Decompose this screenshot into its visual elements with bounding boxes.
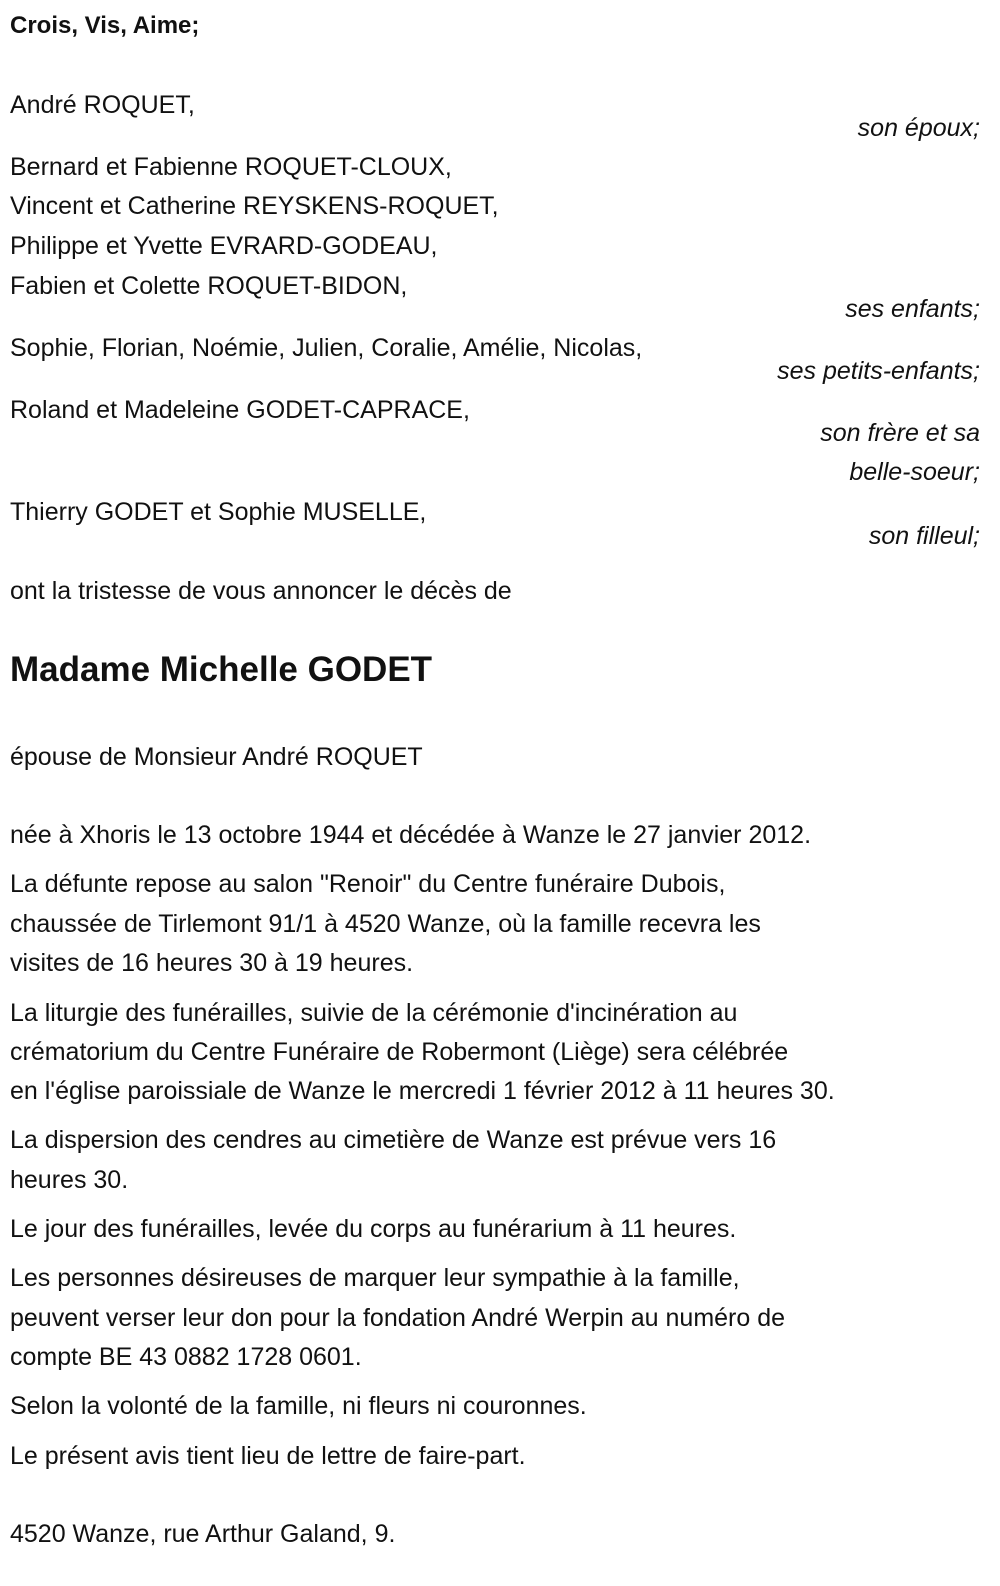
paragraph-line: compte BE 43 0882 1728 0601. [10, 1343, 362, 1371]
paragraph-line: visites de 16 heures 30 à 19 heures. [10, 949, 414, 977]
family-name: Fabien et Colette ROQUET-BIDON, [10, 272, 408, 300]
paragraph-line: en l'église paroissiale de Wanze le mercredi 1 février 2012 à 11 heures 30. [10, 1077, 835, 1105]
paragraph-line: née à Xhoris le 13 octobre 1944 et décédée à Wanze le 27 janvier 2012. [10, 821, 812, 849]
paragraph-line: Selon la volonté de la famille, ni fleurs ni couronnes. [10, 1392, 587, 1420]
announcement: ont la tristesse de vous annoncer le décès de [10, 577, 512, 605]
family-relation: ses enfants; [845, 295, 980, 323]
family-name: Vincent et Catherine REYSKENS-ROQUET, [10, 192, 499, 220]
paragraph-line: La défunte repose au salon "Renoir" du Centre funéraire Dubois, [10, 870, 726, 898]
deceased-name: Madame Michelle GODET [10, 650, 433, 689]
family-name: Bernard et Fabienne ROQUET-CLOUX, [10, 153, 452, 181]
paragraph-line: crématorium du Centre Funéraire de Robermont (Liège) sera célébrée [10, 1038, 789, 1066]
paragraph-line: chaussée de Tirlemont 91/1 à 4520 Wanze, où la famille recevra les [10, 910, 761, 938]
spouse-line: épouse de Monsieur André ROQUET [10, 743, 423, 771]
paragraph-line: La liturgie des funérailles, suivie de la cérémonie d'incinération au [10, 999, 738, 1027]
paragraph-line: Les personnes désireuses de marquer leur sympathie à la famille, [10, 1264, 740, 1292]
paragraph-line: heures 30. [10, 1166, 129, 1194]
motto: Crois, Vis, Aime; [10, 12, 200, 39]
family-name: Philippe et Yvette EVRARD-GODEAU, [10, 232, 438, 260]
paragraph-line: peuvent verser leur don pour la fondation André Werpin au numéro de [10, 1304, 786, 1332]
paragraph-line: Le présent avis tient lieu de lettre de faire-part. [10, 1442, 526, 1470]
family-relation: ses petits-enfants; [777, 357, 980, 385]
family-relation: son filleul; [868, 522, 980, 550]
family-name: Thierry GODET et Sophie MUSELLE, [10, 498, 427, 526]
paragraph-line: Le jour des funérailles, levée du corps au funérarium à 11 heures. [10, 1215, 737, 1243]
family-relation: son frère et sa [820, 419, 980, 447]
family-relation: son époux; [857, 114, 980, 142]
family-name: André ROQUET, [10, 91, 195, 119]
paragraph-line: La dispersion des cendres au cimetière de Wanze est prévue vers 16 [10, 1126, 777, 1154]
family-name: Sophie, Florian, Noémie, Julien, Coralie, Amélie, Nicolas, [10, 334, 643, 362]
family-relation: belle-soeur; [849, 458, 980, 486]
address: 4520 Wanze, rue Arthur Galand, 9. [10, 1520, 396, 1548]
family-name: Roland et Madeleine GODET-CAPRACE, [10, 396, 470, 424]
